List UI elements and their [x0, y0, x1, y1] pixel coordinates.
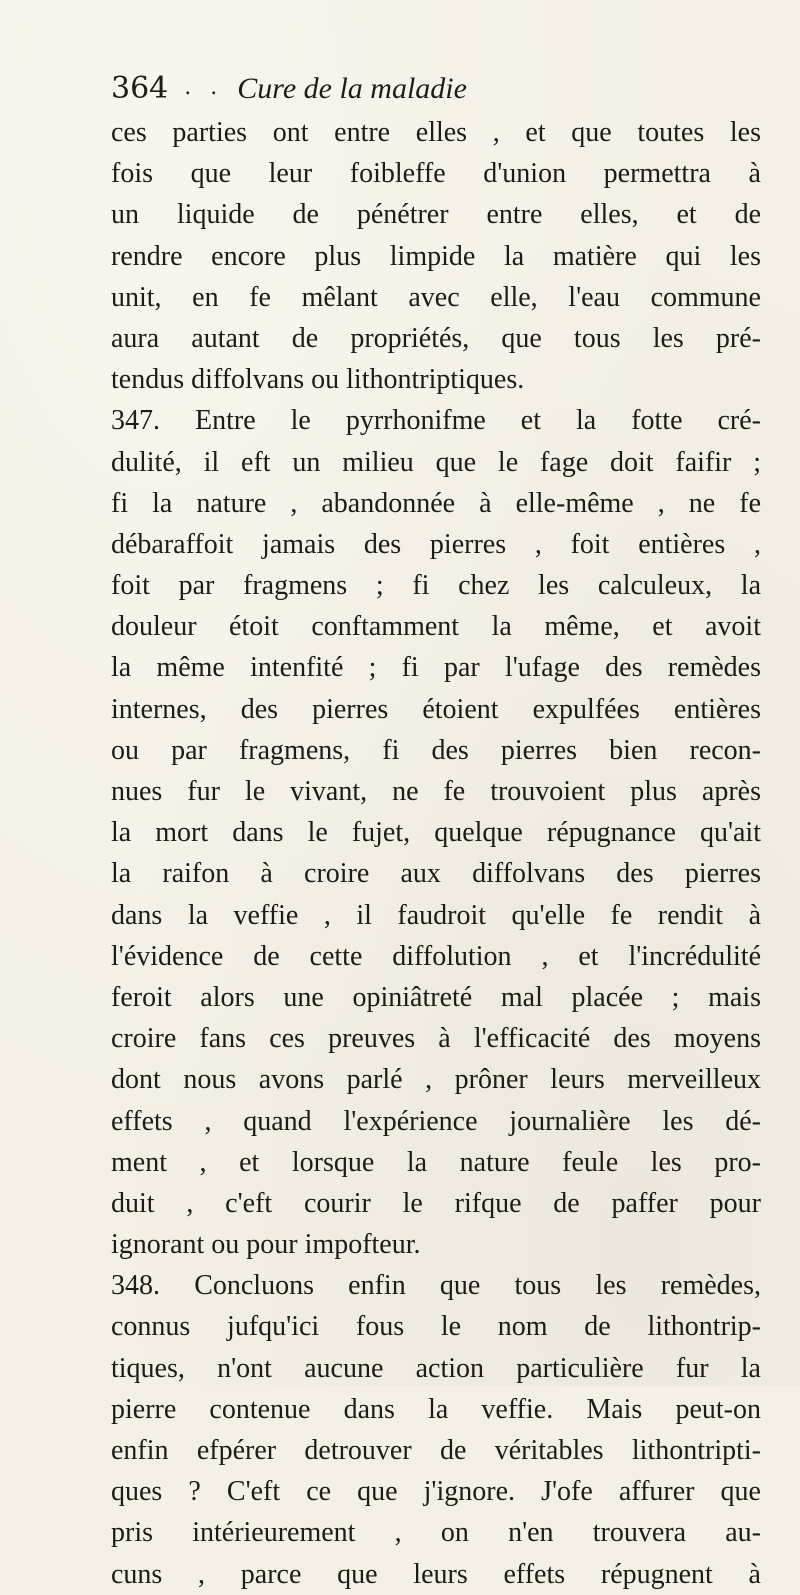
text-line: duit , c'eft courir le rifque de paffer pour	[111, 1187, 761, 1219]
text-line: croire fans ces preuves à l'efficacité des moyens	[111, 1023, 761, 1055]
text-line: feroit alors une opiniâtreté mal placée ; mais	[111, 981, 761, 1013]
paragraph-348-start: 348. Concluons enfin que tous les remèdes,	[111, 1270, 761, 1302]
text-line: enfin efpérer detrouver de véritables lithontripti-	[111, 1435, 761, 1466]
text-line: un liquide de pénétrer entre elles, et de	[111, 199, 761, 231]
text-line: ignorant ou pour impofteur.	[111, 1229, 421, 1261]
text-line: ou par fragmens, fi des pierres bien recon-	[111, 734, 761, 766]
text-line: rendre encore plus limpide la matière qui les	[111, 240, 761, 272]
text-line: pris intérieurement , on n'en trouvera au-	[111, 1517, 761, 1549]
text-line: dulité, il eft un milieu que le fage doit faifir ;	[111, 446, 761, 478]
text-line: nues fur le vivant, ne fe trouvoient plus après	[111, 776, 761, 807]
text-line: ment , et lorsque la nature feule les pro-	[111, 1146, 761, 1178]
text-line: l'évidence de cette diffolution , et l'incrédulité	[111, 940, 761, 972]
text-line: fois que leur foibleffe d'union permettra à	[111, 158, 761, 190]
text-line: connus jufqu'ici fous le nom de lithontrip-	[111, 1311, 761, 1343]
text-line: ces parties ont entre elles , et que toutes les	[111, 117, 761, 148]
text-line: la même intenfité ; fi par l'ufage des remèdes	[111, 652, 761, 684]
text-line: douleur étoit conftamment la même, et avoit	[111, 611, 761, 643]
text-line: internes, des pierres étoient expulfées entières	[111, 693, 761, 725]
text-line: tendus diffolvans ou lithontriptiques.	[111, 364, 525, 396]
text-line: unit, en fe mêlant avec elle, l'eau commune	[111, 281, 761, 313]
text-line: la raifon à croire aux diffolvans des pierres	[111, 858, 761, 890]
text-line: dont nous avons parlé , prôner leurs merveilleux	[111, 1064, 761, 1096]
text-line: fi la nature , abandonnée à elle-même , ne fe	[111, 487, 761, 519]
running-head	[111, 66, 751, 110]
header-separator: . .	[184, 75, 224, 100]
text-line: cuns , parce que leurs effets répugnent à	[111, 1558, 761, 1590]
text-line: dans la veffie , il faudroit qu'elle fe rendit à	[111, 899, 761, 931]
text-line: ques ? C'eft ce que j'ignore. J'ofe affurer que	[111, 1476, 761, 1508]
running-title: Cure de la maladie	[237, 72, 467, 105]
page-number: 364	[111, 71, 169, 106]
text-line: aura autant de propriétés, que tous les pré-	[111, 322, 761, 354]
text-line: pierre contenue dans la veffie. Mais peut-on	[111, 1393, 761, 1425]
text-line: effets , quand l'expérience journalière les dé-	[111, 1105, 761, 1137]
text-line: tiques, n'ont aucune action particulière fur la	[111, 1352, 761, 1384]
text-line: débaraffoit jamais des pierres , foit entières ,	[111, 528, 761, 560]
body-text	[111, 112, 761, 1595]
text-line: la mort dans le fujet, quelque répugnance qu'ait	[111, 817, 761, 849]
paragraph-347-start: 347. Entre le pyrrhonifme et la fotte cré-	[111, 405, 761, 437]
text-line: foit par fragmens ; fi chez les calculeux, la	[111, 570, 761, 602]
